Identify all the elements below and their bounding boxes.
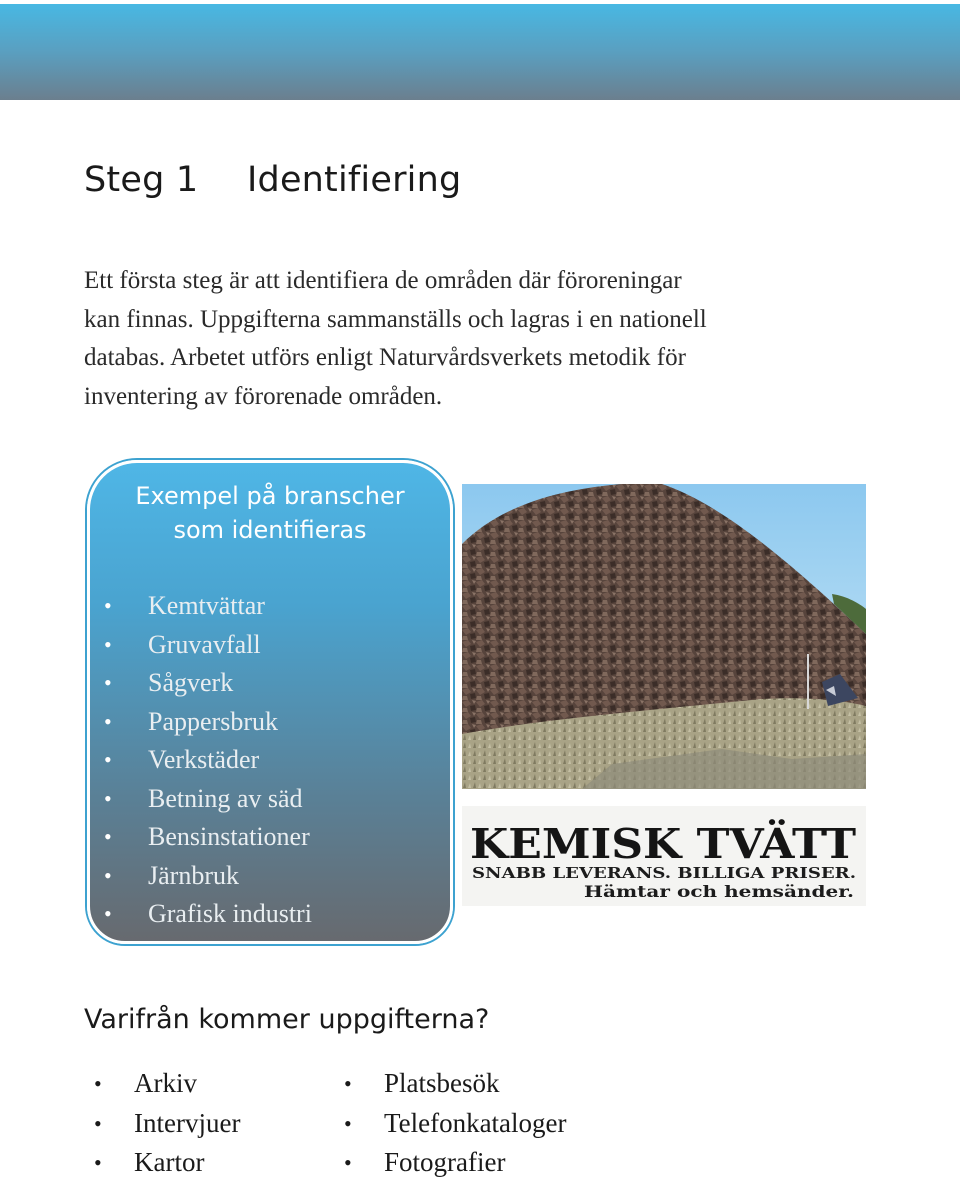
list-item: • Kartor xyxy=(94,1143,240,1180)
list-item: • Fotografier xyxy=(344,1143,567,1180)
industries-list xyxy=(104,587,312,934)
sources-heading: Varifrån kommer uppgifterna? xyxy=(84,1004,490,1035)
list-item: • Platsbesök xyxy=(344,1064,567,1104)
list-item: • Verkstäder xyxy=(104,741,312,780)
intro-line: inventering av förorenade områden. xyxy=(84,382,443,410)
newspaper-clipping xyxy=(462,806,866,906)
page-title: Identifiering xyxy=(247,160,462,200)
intro-line: kan finnas. Uppgifterna sammanställs och lagras i en nationell xyxy=(84,305,707,333)
industries-info-box xyxy=(87,460,453,944)
list-item: • Gruvavfall xyxy=(104,626,312,665)
list-item: • Grafisk industri xyxy=(104,895,312,934)
sources-list-left xyxy=(94,1064,240,1180)
info-box-title-line: Exempel på branscher xyxy=(135,482,405,510)
newspaper-ad xyxy=(462,806,866,906)
newspaper-line-2: SNABB LEVERANS. BILLIGA PRISER. xyxy=(472,864,856,882)
info-box-title-line: som identifieras xyxy=(173,516,367,544)
list-item: • Sågverk xyxy=(104,664,312,703)
intro-paragraph xyxy=(84,262,884,416)
newspaper-headline: KEMISK TVÄTT xyxy=(470,820,830,868)
newspaper-line-3: Hämtar och hemsänder. xyxy=(584,882,854,901)
list-item: • Betning av säd xyxy=(104,780,312,819)
list-item: • Järnbruk xyxy=(104,857,312,896)
list-item: • Kemtvättar xyxy=(104,587,312,626)
info-box-title xyxy=(90,479,450,547)
list-item: • Bensinstationer xyxy=(104,818,312,857)
top-banner xyxy=(0,4,960,100)
slag-heap-photo xyxy=(462,484,866,789)
list-item: • Telefonkataloger xyxy=(344,1104,567,1144)
step-label: Steg 1 xyxy=(84,160,199,200)
slag-heap-illustration xyxy=(462,484,866,789)
sources-list-right xyxy=(344,1064,567,1180)
intro-line: Ett första steg är att identifiera de områden där föroreningar xyxy=(84,267,682,294)
list-item: • Pappersbruk xyxy=(104,703,312,742)
list-item: • Arkiv xyxy=(94,1064,240,1104)
intro-line: databas. Arbetet utförs enligt Naturvårdsverkets metodik för xyxy=(84,344,686,371)
list-item: • Intervjuer xyxy=(94,1104,240,1144)
